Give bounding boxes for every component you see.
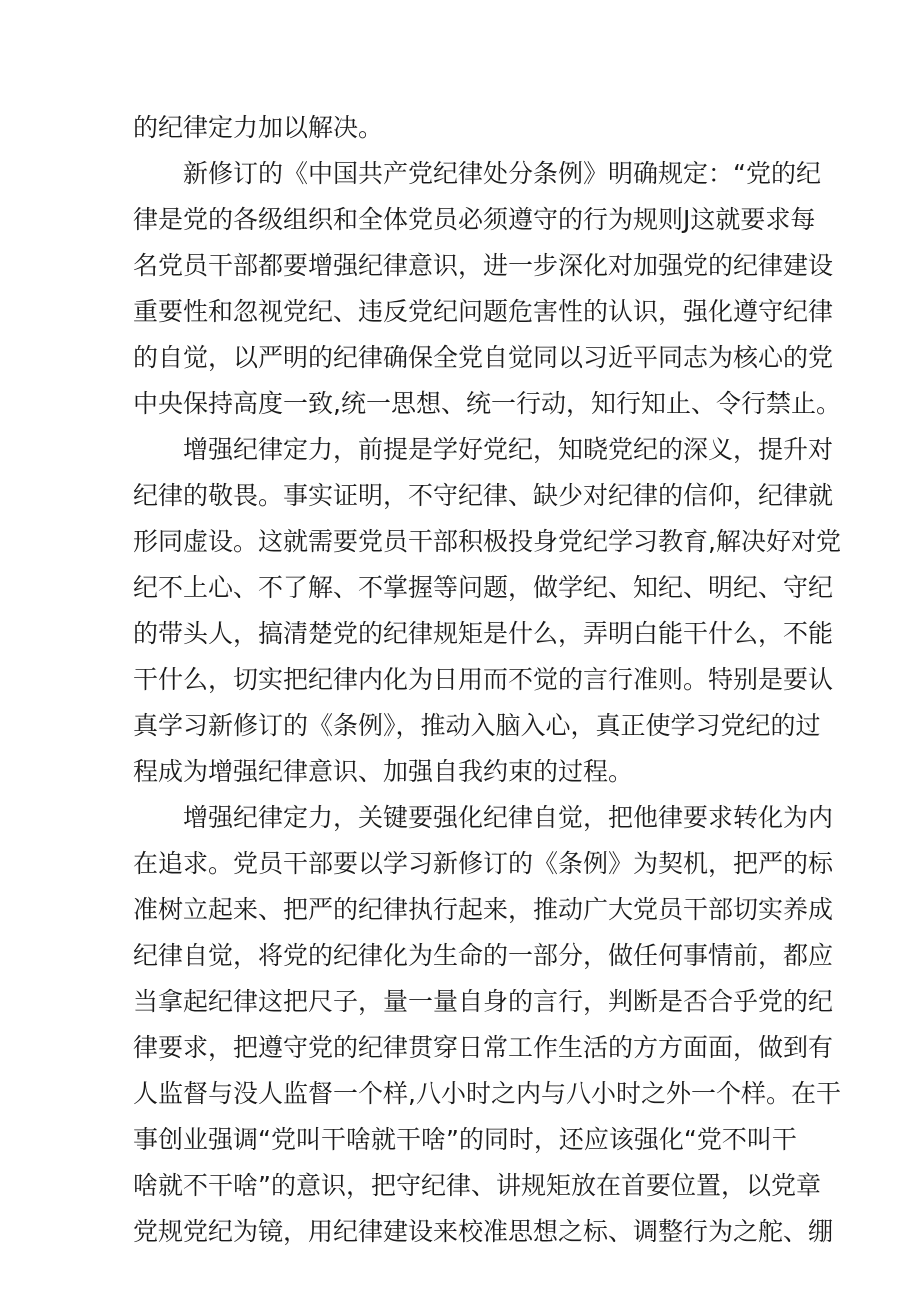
text-line: 准树立起来、把严的纪律执行起来，推动广大党员干部切实养成 (133, 895, 834, 924)
text-line: 律是党的各级组织和全体党员必须遵守的行为规则J这就要求每 (133, 205, 816, 234)
text-line: 在追求。党员干部要以学习新修订的《条例》为契机，把严的标 (133, 849, 834, 878)
text-line: 人监督与没人监督一个样,八小时之内与八小时之外一个样。在干 (133, 1079, 841, 1108)
document-body (133, 105, 841, 1255)
text-line: 中央保持高度一致,统一思想、统一行动，知行知止、令行禁止。 (133, 389, 841, 418)
text-line: 纪律的敬畏。事实证明，不守纪律、缺少对纪律的信仰，纪律就 (133, 481, 834, 510)
paragraph-start-line: 新修订的《中国共产党纪律处分条例》明确规定：“党的纪 (183, 159, 821, 188)
text-line: 形同虚设。这就需要党员干部积极投身党纪学习教育,解决好对党 (133, 527, 841, 556)
text-line: 事创业强调“党叫干啥就干啥”的同时，还应该强化“党不叫干 (133, 1125, 797, 1154)
text-line: 重要性和忽视党纪、违反党纪问题危害性的认识，强化遵守纪律 (133, 297, 834, 326)
paragraph-start-line: 增强纪律定力，前提是学好党纪，知晓党纪的深义，提升对 (183, 435, 834, 464)
paragraph-start-line: 增强纪律定力，关键要强化纪律自觉，把他律要求转化为内 (183, 803, 834, 832)
text-line: 干什么，切实把纪律内化为日用而不觉的言行准则。特别是要认 (133, 665, 834, 694)
text-line: 啥就不干啥”的意识，把守纪律、讲规矩放在首要位置，以党章 (133, 1171, 821, 1200)
text-line: 的纪律定力加以解决。 (133, 113, 384, 142)
text-line: 纪不上心、不了解、不掌握等问题，做学纪、知纪、明纪、守纪 (133, 573, 834, 602)
text-line: 真学习新修订的《条例》，推动入脑入心，真正使学习党纪的过 (133, 711, 821, 740)
text-line: 当拿起纪律这把尺子，量一量自身的言行，判断是否合乎党的纪 (133, 987, 834, 1016)
text-line: 的自觉，以严明的纪律确保全党自觉同以习近平同志为核心的党 (133, 343, 834, 372)
text-line: 党规党纪为镜，用纪律建设来校准思想之标、调整行为之舵、绷 (133, 1217, 834, 1246)
text-line: 纪律自觉，将党的纪律化为生命的一部分，做任何事情前，都应 (133, 941, 834, 970)
text-line: 名党员干部都要增强纪律意识，进一步深化对加强党的纪律建设 (133, 251, 834, 280)
text-line: 的带头人，搞清楚党的纪律规矩是什么，弄明白能干什么，不能 (133, 619, 834, 648)
text-line: 律要求，把遵守党的纪律贯穿日常工作生活的方方面面，做到有 (133, 1033, 834, 1062)
text-line: 程成为增强纪律意识、加强自我约束的过程。 (133, 757, 634, 786)
